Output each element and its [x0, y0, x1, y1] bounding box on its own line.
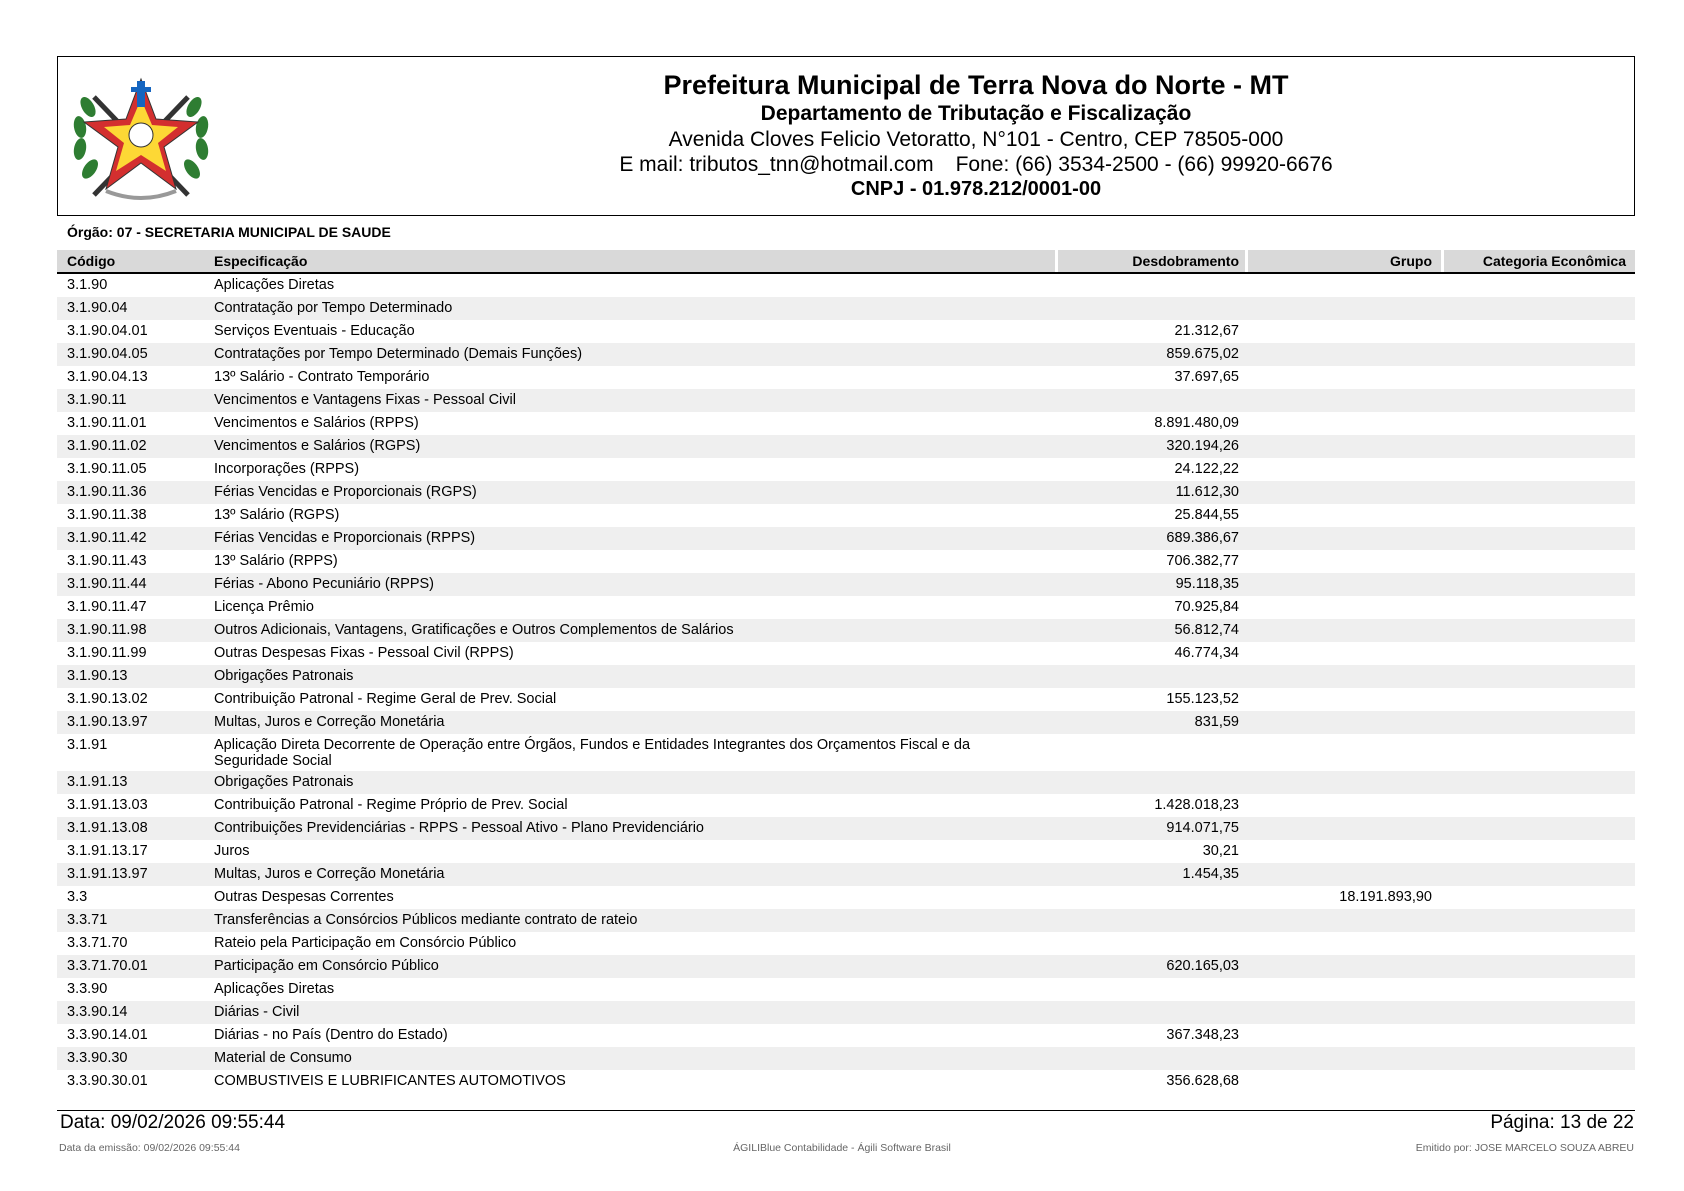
- cell-codigo: 3.1.90: [67, 277, 108, 293]
- cell-especificacao: Contribuições Previdenciárias - RPPS - Pessoal Ativo - Plano Previdenciário: [214, 820, 704, 836]
- table-row: [57, 435, 1635, 458]
- cell-desdobramento: 70.925,84: [1174, 599, 1239, 615]
- cell-codigo: 3.1.90.04.01: [67, 323, 148, 339]
- table-row: [57, 458, 1635, 481]
- cell-especificacao: 13º Salário (RGPS): [214, 507, 340, 523]
- cell-especificacao: Material de Consumo: [214, 1050, 352, 1066]
- cell-codigo: 3.3.90.30: [67, 1050, 128, 1066]
- cell-especificacao: COMBUSTIVEIS E LUBRIFICANTES AUTOMOTIVOS: [214, 1073, 566, 1089]
- table-row: [57, 794, 1635, 817]
- cell-codigo: 3.3.71: [67, 912, 108, 928]
- cell-codigo: 3.1.91.13.08: [67, 820, 148, 836]
- email: E mail: tributos_tnn@hotmail.com: [619, 153, 934, 176]
- cell-grupo: 18.191.893,90: [1339, 889, 1432, 905]
- table-row: [57, 504, 1635, 527]
- table-row: [57, 1047, 1635, 1070]
- table-row: [57, 955, 1635, 978]
- cell-especificacao: Férias - Abono Pecuniário (RPPS): [214, 576, 435, 592]
- issued-by: Emitido por: JOSE MARCELO SOUZA ABREU: [1415, 1142, 1634, 1154]
- cell-especificacao: Vencimentos e Vantagens Fixas - Pessoal Civil: [214, 392, 516, 408]
- cell-desdobramento: 620.165,03: [1166, 958, 1239, 974]
- department-name: Departamento de Tributação e Fiscalização: [760, 102, 1192, 125]
- cell-especificacao: Multas, Juros e Correção Monetária: [214, 866, 445, 882]
- cell-codigo: 3.1.90.11.44: [67, 576, 147, 592]
- cell-codigo: 3.1.90.11.05: [67, 461, 147, 477]
- table-row: [57, 688, 1635, 711]
- cell-codigo: 3.1.90.04.05: [67, 346, 148, 362]
- cell-desdobramento: 356.628,68: [1166, 1073, 1239, 1089]
- cell-codigo: 3.3.90.14.01: [67, 1027, 148, 1043]
- table-row: [57, 665, 1635, 688]
- cell-codigo: 3.1.91.13.03: [67, 797, 148, 813]
- cell-codigo: 3.3.90.14: [67, 1004, 128, 1020]
- table-row: [57, 412, 1635, 435]
- cell-desdobramento: 320.194,26: [1166, 438, 1239, 454]
- table-row: [57, 642, 1635, 665]
- table-row: [57, 863, 1635, 886]
- cell-codigo: 3.3.71.70.01: [67, 958, 148, 974]
- cell-especificacao: Vencimentos e Salários (RGPS): [214, 438, 421, 454]
- software-credit: ÁGILIBlue Contabilidade - Ágili Software Brasil: [733, 1142, 951, 1154]
- cell-codigo: 3.1.90.11.43: [67, 553, 147, 569]
- report-header: [57, 56, 1635, 216]
- cell-especificacao: Outras Despesas Fixas - Pessoal Civil (RPPS): [214, 645, 514, 661]
- table-row: [57, 481, 1635, 504]
- cell-especificacao: Multas, Juros e Correção Monetária: [214, 714, 445, 730]
- table-row: [57, 1024, 1635, 1047]
- cell-especificacao: Outras Despesas Correntes: [214, 889, 394, 905]
- cell-especificacao: Transferências a Consórcios Públicos mediante contrato de rateio: [214, 912, 638, 928]
- cell-especificacao: Diárias - Civil: [214, 1004, 300, 1020]
- cell-desdobramento: 914.071,75: [1166, 820, 1239, 836]
- cell-codigo: 3.1.91.13.17: [67, 843, 148, 859]
- cell-especificacao: Contratação por Tempo Determinado: [214, 300, 453, 316]
- column-divider: [1441, 250, 1444, 272]
- table-row: [57, 817, 1635, 840]
- cell-codigo: 3.1.90.13.02: [67, 691, 148, 707]
- cell-desdobramento: 689.386,67: [1166, 530, 1239, 546]
- cell-codigo: 3.3.90.30.01: [67, 1073, 148, 1089]
- expense-table: [57, 250, 1635, 1093]
- table-row: [57, 978, 1635, 1001]
- cell-codigo: 3.3.71.70: [67, 935, 128, 951]
- column-divider: [1245, 250, 1248, 272]
- cell-codigo: 3.1.90.11.99: [67, 645, 147, 661]
- cell-especificacao: Outros Adicionais, Vantagens, Gratificações e Outros Complementos de Salários: [214, 622, 734, 638]
- cell-especificacao: Vencimentos e Salários (RPPS): [214, 415, 419, 431]
- footer-date: Data: 09/02/2026 09:55:44: [60, 1112, 286, 1133]
- table-row: [57, 711, 1635, 734]
- table-row: [57, 1001, 1635, 1024]
- table-row: [57, 771, 1635, 794]
- table-body: [57, 274, 1635, 1093]
- table-row: [57, 932, 1635, 955]
- cell-codigo: 3.1.90.13.97: [67, 714, 148, 730]
- table-row: [57, 389, 1635, 412]
- cell-desdobramento: 21.312,67: [1174, 323, 1239, 339]
- table-row: [57, 619, 1635, 642]
- cell-especificacao: Aplicações Diretas: [214, 981, 335, 997]
- cell-desdobramento: 25.844,55: [1174, 507, 1239, 523]
- cell-especificacao: Contribuição Patronal - Regime Próprio de Prev. Social: [214, 797, 568, 813]
- column-header-grupo: Grupo: [1390, 253, 1432, 269]
- cell-desdobramento: 11.612,30: [1175, 484, 1239, 500]
- table-row: [57, 734, 1635, 771]
- cell-especificacao: Serviços Eventuais - Educação: [214, 323, 415, 339]
- cell-desdobramento: 859.675,02: [1166, 346, 1239, 362]
- cell-especificacao: Aplicação Direta Decorrente de Operação entre Órgãos, Fundos e Entidades Integrantes dos Orçamentos Fiscal e da Seguridade Social: [214, 737, 971, 769]
- table-row: [57, 909, 1635, 932]
- cell-codigo: 3.3.90: [67, 981, 108, 997]
- table-row: [57, 1070, 1635, 1093]
- cell-codigo: 3.1.90.04: [67, 300, 128, 316]
- cell-desdobramento: 155.123,52: [1166, 691, 1239, 707]
- contact-line: [378, 152, 1574, 177]
- cell-codigo: 3.1.90.04.13: [67, 369, 148, 385]
- cell-especificacao: Diárias - no País (Dentro do Estado): [214, 1027, 448, 1043]
- cell-especificacao: Juros: [214, 843, 250, 859]
- cell-desdobramento: 367.348,23: [1166, 1027, 1239, 1043]
- cell-codigo: 3.1.91.13.97: [67, 866, 148, 882]
- cell-especificacao: Contratações por Tempo Determinado (Demais Funções): [214, 346, 583, 362]
- cell-desdobramento: 95.118,35: [1175, 576, 1239, 592]
- table-row: [57, 274, 1635, 297]
- cell-especificacao: Férias Vencidas e Proporcionais (RGPS): [214, 484, 477, 500]
- cell-especificacao: Obrigações Patronais: [214, 774, 354, 790]
- column-header-codigo: Código: [67, 253, 116, 269]
- cell-especificacao: Participação em Consórcio Público: [214, 958, 439, 974]
- table-row: [57, 573, 1635, 596]
- cell-desdobramento: 56.812,74: [1174, 622, 1239, 638]
- table-row: [57, 366, 1635, 389]
- cell-codigo: 3.1.91: [67, 737, 108, 753]
- column-header-especificacao: Especificação: [214, 253, 308, 269]
- cell-especificacao: Aplicações Diretas: [214, 277, 335, 293]
- cell-codigo: 3.1.90.11.42: [67, 530, 147, 546]
- cell-desdobramento: 706.382,77: [1166, 553, 1239, 569]
- emission-date: Data da emissão: 09/02/2026 09:55:44: [59, 1142, 240, 1154]
- cell-especificacao: Férias Vencidas e Proporcionais (RPPS): [214, 530, 476, 546]
- cell-codigo: 3.3: [67, 889, 88, 905]
- municipal-coat-of-arms-icon: [66, 67, 216, 207]
- cell-desdobramento: 1.428.018,23: [1154, 797, 1239, 813]
- cell-desdobramento: 37.697,65: [1174, 369, 1239, 385]
- table-row: [57, 527, 1635, 550]
- phone: Fone: (66) 3534-2500 - (66) 99920-6676: [955, 153, 1333, 176]
- cell-desdobramento: 1.454,35: [1182, 866, 1239, 882]
- cell-especificacao: Incorporações (RPPS): [214, 461, 360, 477]
- table-header: [57, 250, 1635, 274]
- cell-codigo: 3.1.90.11.01: [67, 415, 147, 431]
- cell-codigo: 3.1.90.11.02: [67, 438, 147, 454]
- cell-desdobramento: 831,59: [1194, 714, 1239, 730]
- table-row: [57, 886, 1635, 909]
- cell-desdobramento: 8.891.480,09: [1154, 415, 1239, 431]
- cell-especificacao: Contribuição Patronal - Regime Geral de Prev. Social: [214, 691, 557, 707]
- cell-codigo: 3.1.91.13: [67, 774, 128, 790]
- cell-codigo: 3.1.90.11: [67, 392, 127, 408]
- orgao-label: Órgão: 07 - SECRETARIA MUNICIPAL DE SAUDE: [67, 224, 391, 240]
- municipality-title: Prefeitura Municipal de Terra Nova do Norte - MT: [663, 70, 1289, 100]
- cell-especificacao: Rateio pela Participação em Consórcio Público: [214, 935, 517, 951]
- cell-especificacao: 13º Salário - Contrato Temporário: [214, 369, 430, 385]
- cnpj: CNPJ - 01.978.212/0001-00: [850, 178, 1102, 200]
- column-divider: [1055, 250, 1058, 272]
- cell-especificacao: Obrigações Patronais: [214, 668, 354, 684]
- cell-desdobramento: 24.122,22: [1174, 461, 1239, 477]
- cell-especificacao: Licença Prêmio: [214, 599, 314, 615]
- column-header-categoria-economica: Categoria Econômica: [1482, 253, 1626, 269]
- table-row: [57, 596, 1635, 619]
- cell-codigo: 3.1.90.11.47: [67, 599, 147, 615]
- cell-desdobramento: 46.774,34: [1174, 645, 1239, 661]
- table-row: [57, 297, 1635, 320]
- cell-desdobramento: 30,21: [1202, 843, 1239, 859]
- table-row: [57, 840, 1635, 863]
- cell-codigo: 3.1.90.11.38: [67, 507, 147, 523]
- table-row: [57, 550, 1635, 573]
- page-number: Página: 13 de 22: [1490, 1112, 1634, 1133]
- cell-codigo: 3.1.90.11.98: [67, 622, 147, 638]
- footer-divider: [57, 1110, 1635, 1111]
- address: Avenida Cloves Felicio Vetoratto, N°101 - Centro, CEP 78505-000: [668, 128, 1284, 151]
- cell-codigo: 3.1.90.13: [67, 668, 128, 684]
- column-header-desdobramento: Desdobramento: [1132, 253, 1239, 269]
- table-row: [57, 320, 1635, 343]
- cell-codigo: 3.1.90.11.36: [67, 484, 147, 500]
- cell-especificacao: 13º Salário (RPPS): [214, 553, 338, 569]
- table-row: [57, 343, 1635, 366]
